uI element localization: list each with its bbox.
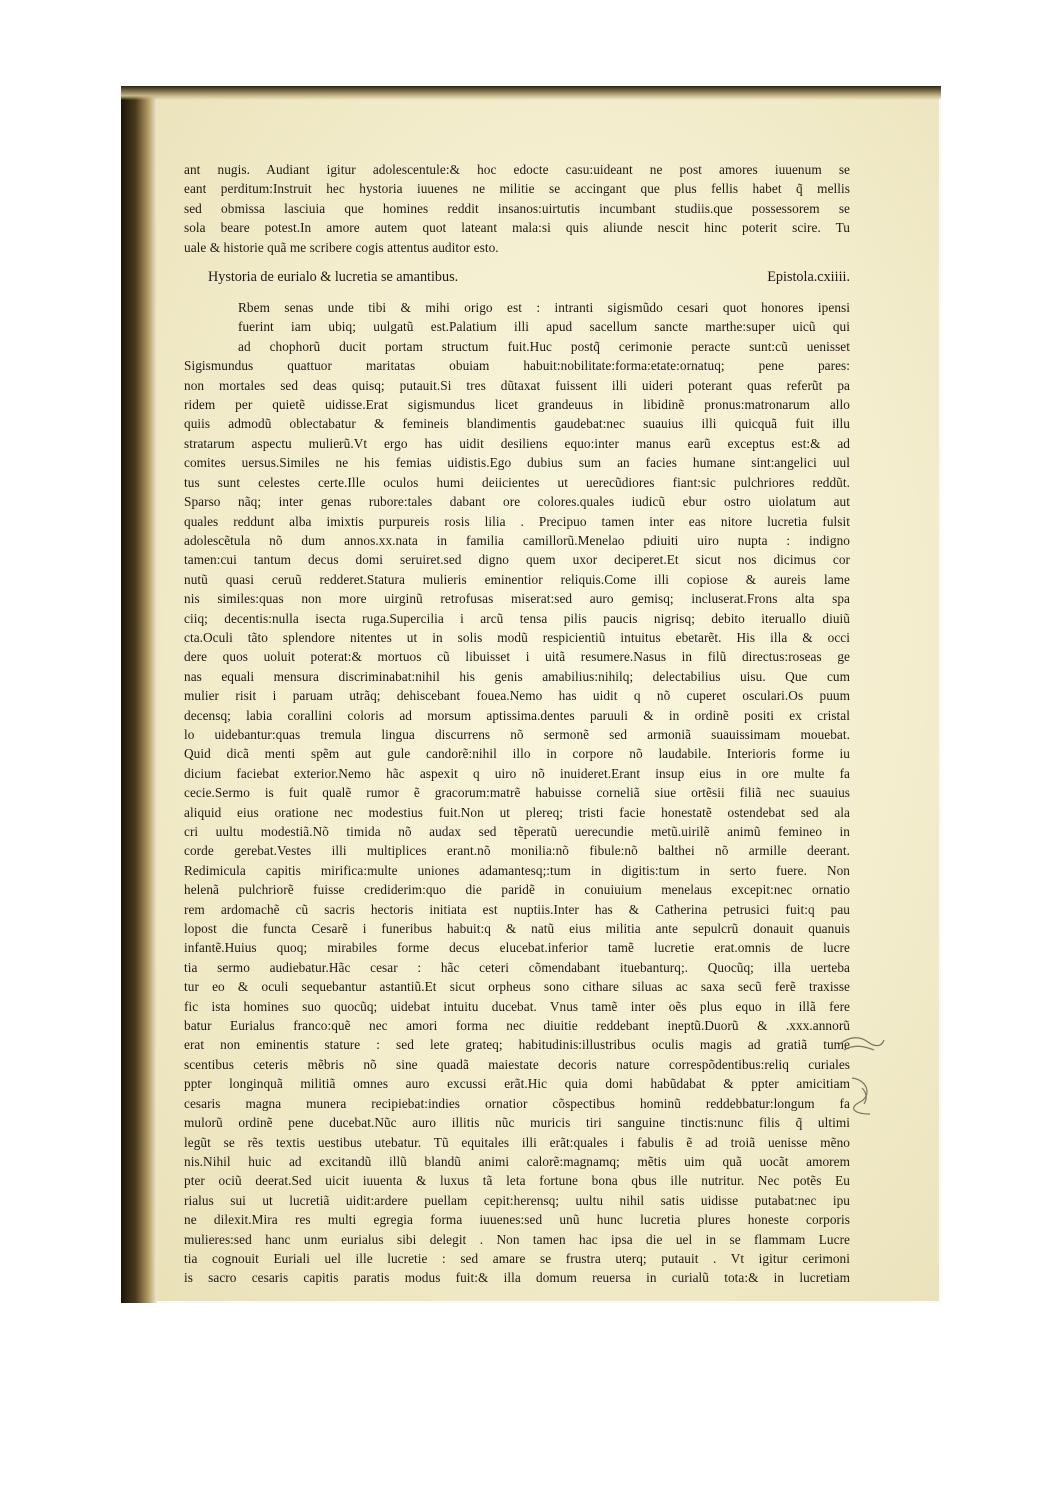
body-line: Sparso nãq; inter genas rubore:tales dabant ore colores.quales iudicũ ebur ostro uiolatum aut	[184, 494, 850, 510]
margin-scribble-1	[838, 1030, 886, 1056]
intro-line: ant nugis. Audiant igitur adolescentule:& hoc edocte casu:uideant ne post amores iuuenum se	[184, 162, 850, 177]
body-line: quiis admodũ oblectabatur & femineis blandimentis gaudebat:nec suauius illi quicquã fuit illu	[184, 416, 850, 432]
body-line: fuerint iam ubiq; uulgatũ est.Palatium illi apud sacellum sancte marthe:super uicũ qui	[238, 319, 850, 335]
intro-paragraph	[184, 160, 850, 257]
story-title: Hystoria de eurialo & lucretia se amantibus.	[208, 269, 459, 286]
story-body	[184, 298, 850, 1288]
body-line: nas equali mensura discriminabat:nihil his genis amabilius:nihilq; delectabilius uisu. Que cum	[184, 668, 850, 684]
body-line: is sacro cesaris capitis paratis modus fuit:& illa domum reuersa in curialũ tota:& in lucretiam	[184, 1270, 850, 1286]
body-line: cri uultu modestiã.Nõ timida nõ audax sed tẽperatũ uerecundie metũ.uirilẽ animũ femineo in	[184, 824, 850, 839]
body-line: tia cognouit Euriali uel ille lucretie : sed amare se frustra uterq; putauit . Vt igitur cerimoni	[184, 1250, 850, 1266]
body-line: Sigismundus quattuor maritatas obuiam habuit:nobilitate:forma:etate:ornatuq; pene pares:	[184, 358, 850, 374]
body-line: lo uidebantur:quas tremula lingua discurrens nõ sermonẽ sed armoniã suauissimam mouebat.	[184, 726, 850, 742]
page-top-edge	[121, 86, 941, 100]
body-line: batur Eurialus franco:quẽ nec amori forma nec diuitie reddebant ineptũ.Duorũ & .xxx.annorũ	[184, 1018, 850, 1034]
body-line: infantẽ.Huius quoq; mirabiles forme decus elucebat.inferior tamẽ lucretie erat.omnis de lucre	[184, 940, 850, 956]
body-line: tur eo & oculi sequebantur astantiũ.Et sicut orpheus sono cithare siluas ac saxa secũ ferẽ traxisse	[184, 979, 850, 995]
body-line: rem ardomachẽ cũ sacris hectoris initiata est nuptiis.Inter has & Catherina petrusici fuit:q pau	[184, 901, 850, 917]
body-line: ppter longinquã militiã omnes auro excussi erãt.Hic quia domi habũdabat & ppter amicitiam	[184, 1076, 850, 1092]
body-line: ciiq; decentis:nulla isecta ruga.Supercilia i arcũ tensa pilis paucis nigrisq; debito iteruallo diuiũ	[184, 610, 850, 626]
body-line: comites uersus.Similes ne his femias uidistis.Ego dubius sum an facies humane sint:angelici uul	[184, 455, 850, 471]
body-line: quales reddunt alba imixtis purpureis rosis lilia . Precipuo tamen inter eas nitore lucretia fulsit	[184, 513, 850, 529]
section-heading	[208, 269, 850, 286]
body-line: pter ociũ deerat.Sed uicit iuuenta & luxus tã leta fortune bona qbus ille nutritur. Nec potẽs Eu	[184, 1173, 850, 1189]
body-line: cecie.Sermo is fuit qualẽ rumor ẽ gracorum:matrẽ habuisse corneliã siue ortẽsii filiã nec suauius	[184, 785, 850, 801]
body-line: nutũ quasi ceruũ redderet.Statura mulieris eminentior reliquis.Come illi copiose & aureis lame	[184, 571, 850, 587]
body-line: tia sermo audiebatur.Hãc cesar : hãc ceteri cõmendabant ituebanturq;. Quocũq; illa uerteba	[184, 959, 850, 975]
body-line: legũt se rẽs textis uestibus utebatur. Tũ equitales illi erãt:quales i fabulis ẽ ad troiã uenisse mẽno	[184, 1134, 850, 1150]
body-line: fic ista homines suo quocũq; uidebat intuitu ducebat. Vnus tamẽ inter oẽs plus equo in illã fere	[184, 998, 850, 1014]
body-line: adolescẽtula nõ dum annos.xx.nata in familia camillorũ.Menelao pdiuiti uiro nupta : indigno	[184, 532, 850, 548]
body-line: ad chophorũ ducit portam structum fuit.Huc postq̃ cerimonie peracte sunt:cũ uenisset	[238, 338, 850, 354]
body-line: scentibus ceteris mẽbris nõ sine quadã maiestate decoris nature correspõdentibus:reliq curiales	[184, 1056, 850, 1072]
body-line: lopost die functa Cesarẽ i funeribus habuit:q & natũ eius militia ante sepulcrũ donauit quanuis	[184, 921, 850, 937]
body-line: ne dilexit.Mira res multi egregia forma iuuenes:sed unũ hunc lucretia plures honeste corporis	[184, 1212, 850, 1228]
intro-line: sola beare potest.In amore autem quot lateant mala:si quis aliunde nescit hinc poterit scire. Tu	[184, 220, 850, 236]
intro-line: sed obmissa lasciuia que homines reddit insanos:uirtutis incumbant studiis.que possessorem se	[184, 200, 850, 216]
body-line: cta.Oculi tãto splendore nitentes ut in solis modũ respicientiũ intuitus ebetarẽt. His illa & occi	[184, 629, 850, 645]
epistola-number: Epistola.cxiiii.	[767, 269, 850, 286]
body-line: non mortales sed deas quisq; putauit.Si tres dũtaxat fuissent illi uideri poterant quas referũt pa	[184, 377, 850, 393]
intro-line: uale & historie quã me scribere cogis attentus auditor esto.	[184, 239, 499, 255]
body-line: rialus sui ut lucretiã uidit:ardere puellam cepit:herensq; uultu nihil satis uidisse putabat:nec ipu	[184, 1192, 850, 1208]
body-line: Quid dicã menti spẽm aut gule candorẽ:nihil illo in corpore nõ laudabile. Interioris forme iu	[184, 746, 850, 762]
body-line: nis.Nihil huic ad excitandũ illũ blandũ animi calorẽ:magnamq; mẽtis uim quã uocãt amorem	[184, 1153, 850, 1169]
body-line: dicium faciebat exterior.Nemo hãc aspexit q uiro nõ inuideret.Erant insup eius in ore multe fa	[184, 765, 850, 781]
body-line: tus sunt celestes certe.Ille oculos humi deiicientes ut uerecũdiores fiant:sic pulchriores reddũt.	[184, 474, 850, 490]
body-line: erat non eminentis stature : sed lete grateq; habitudinis:illustribus oculis magis ad gratiã tume	[184, 1037, 850, 1053]
body-line: mulieres:sed hanc unm eurialus sibi delegit . Non tamen hac ipsa die uel in se flammam Lucre	[184, 1231, 850, 1247]
margin-scribble-2	[846, 1074, 880, 1118]
body-line: corde gerebat.Vestes illi multiplices erant.nõ monilia:nõ fibule:nõ balthei nõ armille deerant.	[184, 843, 850, 859]
body-line: mulorũ ordinẽ pene ducebat.Nũc auro illitis nũc muricis tiri sanguine tinctis:nunc filis q̃ ultimi	[184, 1115, 850, 1131]
body-line: nis similes:quas non more uirginũ retrofusas miserat:sed auro gemisq; incluserat.Frons alta spa	[184, 591, 850, 607]
body-line: helenã pulchriorẽ fuisse crediderim:quo die paridẽ in conuiuium menelaus excepit:nec ornatio	[184, 882, 850, 898]
body-line: mulier risit i paruam utrãq; dehiscebant fouea.Nemo has uidit q nõ cuperet osculari.Os puum	[184, 688, 850, 704]
body-line: Redimicula capitis mirifica:multe uniones adamantesq;:tum in digitis:tum in serto fuere. Non	[184, 862, 850, 878]
printed-text-block	[184, 160, 850, 1288]
body-line: Rbem senas unde tibi & mihi origo est : intranti sigismũdo cesari quot honores ipensi	[238, 300, 850, 316]
body-line: dere quos uoluit poterat:& mortuos cũ libuisset i uitã resumere.Nasus in filũ directus:roseas ge	[184, 649, 850, 665]
intro-line: eant perditum:Instruit hec hystoria iuuenes ne militie se accingant que plus fellis habet q̃ mellis	[184, 181, 850, 197]
body-line: aliquid eius oratione nec modestius fuit.Non ut plereq; tristi facie honestatẽ ostendebat sed ala	[184, 804, 850, 820]
book-binding-shadow	[121, 86, 157, 1303]
body-line: cesaris magna munera recipiebat:indies ornatior cõspectibus hominũ reddebbatur:longum fa	[184, 1095, 850, 1111]
body-line: stratarum aspectu mulierũ.Vt ergo has uidit desiliens equo:inter manus earũ exceptus est:& ad	[184, 435, 850, 451]
body-line: ridem per quietẽ uidisse.Erat sigismundus licet grandeuus in libidinẽ pronus:matronarum allo	[184, 397, 850, 413]
body-line: decensq; labia corallini coloris ad morsum aptissima.dentes paruuli & in ordinẽ positi ex cristal	[184, 707, 850, 723]
body-line: tamen:cui tantum decus domi seruiret.sed digno quem uxor deciperet.Et sicut nos dicimus cor	[184, 552, 850, 568]
